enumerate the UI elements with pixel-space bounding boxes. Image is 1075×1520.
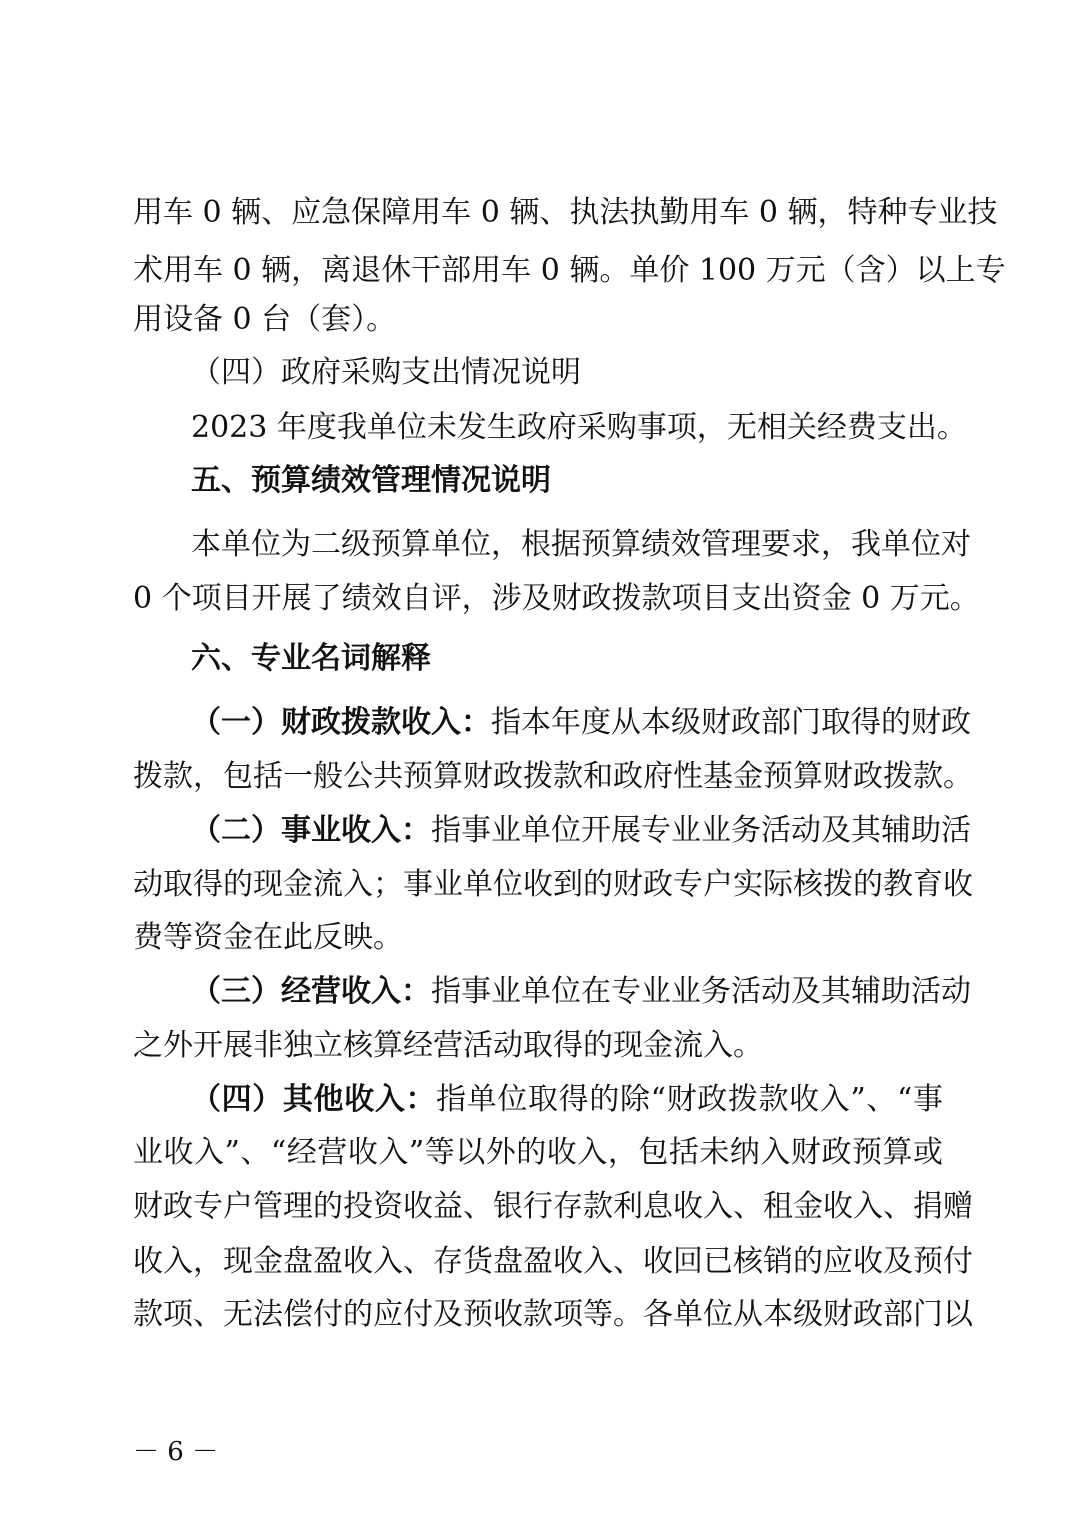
paragraph-performance-line-1: 本单位为二级预算单位，根据预算绩效管理要求，我单位对 [191,527,971,562]
definition-other-income-line-4: 收入，现金盘盈收入、存货盘盈收入、收回已核销的应收及预付 [133,1244,973,1279]
definition-other-income-line-3: 财政专户管理的投资收益、银行存款利息收入、租金收入、捐赠 [133,1189,973,1224]
heading-performance-management: 五、预算绩效管理情况说明 [191,463,551,498]
heading-glossary: 六、专业名词解释 [191,641,431,676]
paragraph-vehicles-line-3: 用设备 0 台（套）。 [133,302,397,337]
page-number: － 6 － [133,1437,219,1467]
definition-business-income-line-3: 费等资金在此反映。 [133,920,403,955]
definition-term: （二）事业收入： [191,813,431,848]
definition-fiscal-appropriation-line-2: 拨款，包括一般公共预算财政拨款和政府性基金预算财政拨款。 [133,759,973,794]
definition-term: （三）经营收入： [191,974,431,1009]
definition-other-income-line-5: 款项、无法偿付的应付及预收款项等。各单位从本级财政部门以 [133,1297,973,1332]
definition-term: （四）其他收入： [191,1082,437,1117]
definition-fiscal-appropriation-line-1: （一）财政拨款收入：指本年度从本级财政部门取得的财政 [191,705,971,740]
definition-business-income-line-2: 动取得的现金流入；事业单位收到的财政专户实际核拨的教育收 [133,867,973,902]
definition-operating-income-line-1: （三）经营收入：指事业单位在专业业务活动及其辅助活动 [191,974,971,1009]
definition-other-income-line-2: 业收入”、“经营收入”等以外的收入，包括未纳入财政预算或 [133,1135,943,1170]
paragraph-vehicles-line-1: 用车 0 辆、应急保障用车 0 辆、执法执勤用车 0 辆，特种专业技 [133,195,998,230]
definition-business-income-line-1: （二）事业收入：指事业单位开展专业业务活动及其辅助活 [191,813,971,848]
definition-operating-income-line-2: 之外开展非独立核算经营活动取得的现金流入。 [133,1028,763,1063]
section-title-procurement: （四）政府采购支出情况说明 [191,355,581,390]
definition-other-income-line-1: （四）其他收入：指单位取得的除“财政拨款收入”、“事 [191,1082,944,1117]
paragraph-procurement: 2023 年度我单位未发生政府采购事项，无相关经费支出。 [191,410,967,445]
paragraph-vehicles-line-2: 术用车 0 辆，离退休干部用车 0 辆。单价 100 万元（含）以上专 [133,253,1006,288]
paragraph-performance-line-2: 0 个项目开展了绩效自评，涉及财政拨款项目支出资金 0 万元。 [133,581,980,616]
definition-term: （一）财政拨款收入： [191,705,491,740]
